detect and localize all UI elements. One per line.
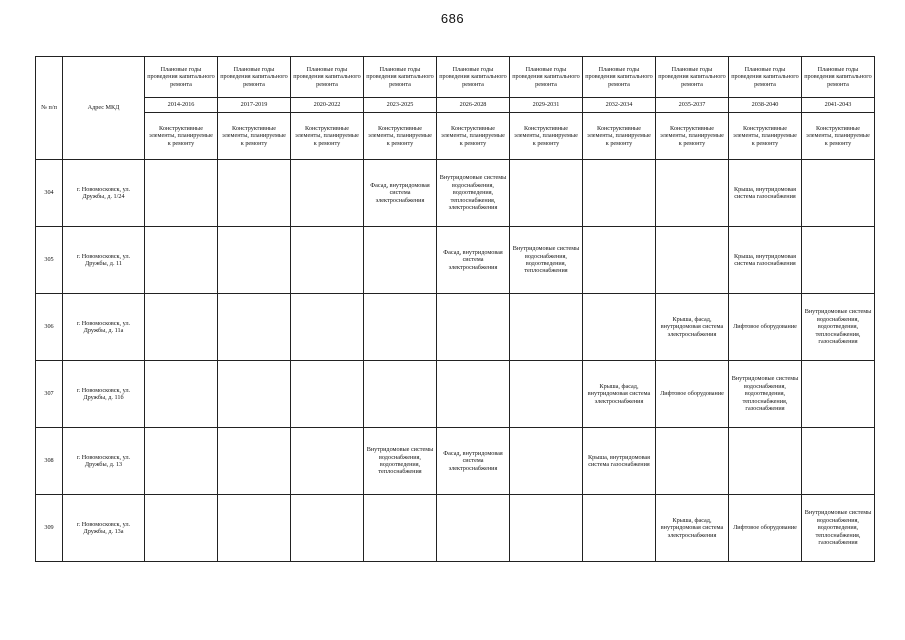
repair-cell: Фасад, внутридомовая система электроснабжения bbox=[437, 227, 510, 294]
repair-cell: Внутридомовые системы водоснабжения, водоотведения, теплоснабжения, газоснабжения bbox=[802, 294, 875, 361]
elements-header: Конструктивные элементы, планируемые к ремонту bbox=[802, 113, 875, 160]
repair-cell: Крыша, фасад, внутридомовая система электроснабжения bbox=[583, 361, 656, 428]
repair-cell: Фасад, внутридомовая система электроснабжения bbox=[437, 428, 510, 495]
header-row-periods bbox=[36, 98, 875, 113]
planned-years-header: Плановые годы проведения капитального ремонта bbox=[364, 57, 437, 98]
repair-cell bbox=[656, 160, 729, 227]
row-number: 307 bbox=[36, 361, 63, 428]
repair-cell bbox=[510, 428, 583, 495]
repair-cell bbox=[145, 361, 218, 428]
repair-cell: Лифтовое оборудование bbox=[656, 361, 729, 428]
repair-cell bbox=[291, 227, 364, 294]
repair-cell bbox=[218, 428, 291, 495]
repair-cell bbox=[656, 227, 729, 294]
table-row bbox=[36, 495, 875, 562]
repair-cell bbox=[364, 294, 437, 361]
repair-cell bbox=[145, 428, 218, 495]
column-header-number: № п/п bbox=[36, 57, 63, 160]
repair-cell bbox=[510, 361, 583, 428]
table-row bbox=[36, 160, 875, 227]
repair-cell: Лифтовое оборудование bbox=[729, 294, 802, 361]
period-header: 2035-2037 bbox=[656, 98, 729, 113]
row-number: 308 bbox=[36, 428, 63, 495]
elements-header: Конструктивные элементы, планируемые к ремонту bbox=[583, 113, 656, 160]
repair-cell: Крыша, фасад, внутридомовая система электроснабжения bbox=[656, 495, 729, 562]
repair-cell bbox=[583, 495, 656, 562]
table-row bbox=[36, 428, 875, 495]
repair-cell bbox=[145, 294, 218, 361]
repair-cell: Внутридомовые системы водоснабжения, водоотведения, теплоснабжения bbox=[510, 227, 583, 294]
row-number: 309 bbox=[36, 495, 63, 562]
repair-cell bbox=[437, 294, 510, 361]
elements-header: Конструктивные элементы, планируемые к ремонту bbox=[218, 113, 291, 160]
repair-cell bbox=[291, 160, 364, 227]
repair-cell bbox=[218, 294, 291, 361]
planned-years-header: Плановые годы проведения капитального ремонта bbox=[437, 57, 510, 98]
elements-header: Конструктивные элементы, планируемые к ремонту bbox=[656, 113, 729, 160]
repair-cell bbox=[145, 495, 218, 562]
elements-header: Конструктивные элементы, планируемые к ремонту bbox=[510, 113, 583, 160]
repair-cell: Внутридомовые системы водоснабжения, водоотведения, теплоснабжения bbox=[364, 428, 437, 495]
period-header: 2017-2019 bbox=[218, 98, 291, 113]
elements-header: Конструктивные элементы, планируемые к ремонту bbox=[729, 113, 802, 160]
table-row bbox=[36, 294, 875, 361]
repair-cell: Внутридомовые системы водоснабжения, водоотведения, теплоснабжения, газоснабжения bbox=[802, 495, 875, 562]
repair-cell bbox=[291, 495, 364, 562]
repair-cell bbox=[802, 160, 875, 227]
period-header: 2014-2016 bbox=[145, 98, 218, 113]
repair-cell: Фасад, внутридомовая система электроснабжения bbox=[364, 160, 437, 227]
row-address: г. Новомосковск, ул. Дружбы, д. 11б bbox=[63, 361, 145, 428]
repair-cell bbox=[656, 428, 729, 495]
period-header: 2023-2025 bbox=[364, 98, 437, 113]
planned-years-header: Плановые годы проведения капитального ремонта bbox=[510, 57, 583, 98]
repair-cell bbox=[218, 361, 291, 428]
repair-cell bbox=[802, 227, 875, 294]
repair-cell: Крыша, внутридомовая система газоснабжения bbox=[729, 227, 802, 294]
elements-header: Конструктивные элементы, планируемые к ремонту bbox=[145, 113, 218, 160]
row-number: 304 bbox=[36, 160, 63, 227]
repair-cell: Крыша, фасад, внутридомовая система электроснабжения bbox=[656, 294, 729, 361]
elements-header: Конструктивные элементы, планируемые к ремонту bbox=[437, 113, 510, 160]
page-number: 686 bbox=[440, 11, 465, 26]
row-address: г. Новомосковск, ул. Дружбы, д. 1/24 bbox=[63, 160, 145, 227]
repair-cell: Крыша, внутридомовая система газоснабжения bbox=[729, 160, 802, 227]
planned-years-header: Плановые годы проведения капитального ремонта bbox=[729, 57, 802, 98]
repair-cell: Внутридомовые системы водоснабжения, водоотведения, теплоснабжения, газоснабжения bbox=[729, 361, 802, 428]
repair-cell bbox=[583, 294, 656, 361]
row-number: 306 bbox=[36, 294, 63, 361]
repair-cell bbox=[291, 361, 364, 428]
repair-cell bbox=[218, 227, 291, 294]
elements-header: Конструктивные элементы, планируемые к ремонту bbox=[291, 113, 364, 160]
row-number: 305 bbox=[36, 227, 63, 294]
table-row bbox=[36, 361, 875, 428]
planned-years-header: Плановые годы проведения капитального ремонта bbox=[145, 57, 218, 98]
repair-cell bbox=[583, 227, 656, 294]
repair-cell: Лифтовое оборудование bbox=[729, 495, 802, 562]
repair-cell bbox=[364, 227, 437, 294]
repair-cell bbox=[437, 495, 510, 562]
repair-cell bbox=[145, 160, 218, 227]
period-header: 2032-2034 bbox=[583, 98, 656, 113]
period-header: 2026-2028 bbox=[437, 98, 510, 113]
repair-cell bbox=[510, 160, 583, 227]
repair-cell bbox=[291, 294, 364, 361]
period-header: 2029-2031 bbox=[510, 98, 583, 113]
header-row-elements bbox=[36, 113, 875, 160]
planned-years-header: Плановые годы проведения капитального ремонта bbox=[291, 57, 364, 98]
column-header-address: Адрес МКД bbox=[63, 57, 145, 160]
repair-cell bbox=[364, 495, 437, 562]
table-row bbox=[36, 227, 875, 294]
period-header: 2020-2022 bbox=[291, 98, 364, 113]
elements-header: Конструктивные элементы, планируемые к ремонту bbox=[364, 113, 437, 160]
repair-plan-table bbox=[35, 56, 875, 562]
repair-cell bbox=[218, 495, 291, 562]
planned-years-header: Плановые годы проведения капитального ремонта bbox=[802, 57, 875, 98]
row-address: г. Новомосковск, ул. Дружбы, д. 13а bbox=[63, 495, 145, 562]
row-address: г. Новомосковск, ул. Дружбы, д. 11а bbox=[63, 294, 145, 361]
row-address: г. Новомосковск, ул. Дружбы, д. 13 bbox=[63, 428, 145, 495]
repair-cell bbox=[510, 294, 583, 361]
repair-cell bbox=[437, 361, 510, 428]
repair-cell bbox=[364, 361, 437, 428]
header-row-planned-years bbox=[36, 57, 875, 98]
repair-cell: Внутридомовые системы водоснабжения, водоотведения, теплоснабжения, электроснабжения bbox=[437, 160, 510, 227]
repair-cell bbox=[291, 428, 364, 495]
period-header: 2041-2043 bbox=[802, 98, 875, 113]
planned-years-header: Плановые годы проведения капитального ремонта bbox=[656, 57, 729, 98]
repair-cell bbox=[583, 160, 656, 227]
period-header: 2038-2040 bbox=[729, 98, 802, 113]
row-address: г. Новомосковск, ул. Дружбы, д. 11 bbox=[63, 227, 145, 294]
planned-years-header: Плановые годы проведения капитального ремонта bbox=[218, 57, 291, 98]
repair-cell bbox=[218, 160, 291, 227]
planned-years-header: Плановые годы проведения капитального ремонта bbox=[583, 57, 656, 98]
repair-cell bbox=[729, 428, 802, 495]
repair-cell bbox=[145, 227, 218, 294]
repair-cell bbox=[510, 495, 583, 562]
repair-cell: Крыша, внутридомовая система газоснабжения bbox=[583, 428, 656, 495]
repair-cell bbox=[802, 361, 875, 428]
repair-cell bbox=[802, 428, 875, 495]
